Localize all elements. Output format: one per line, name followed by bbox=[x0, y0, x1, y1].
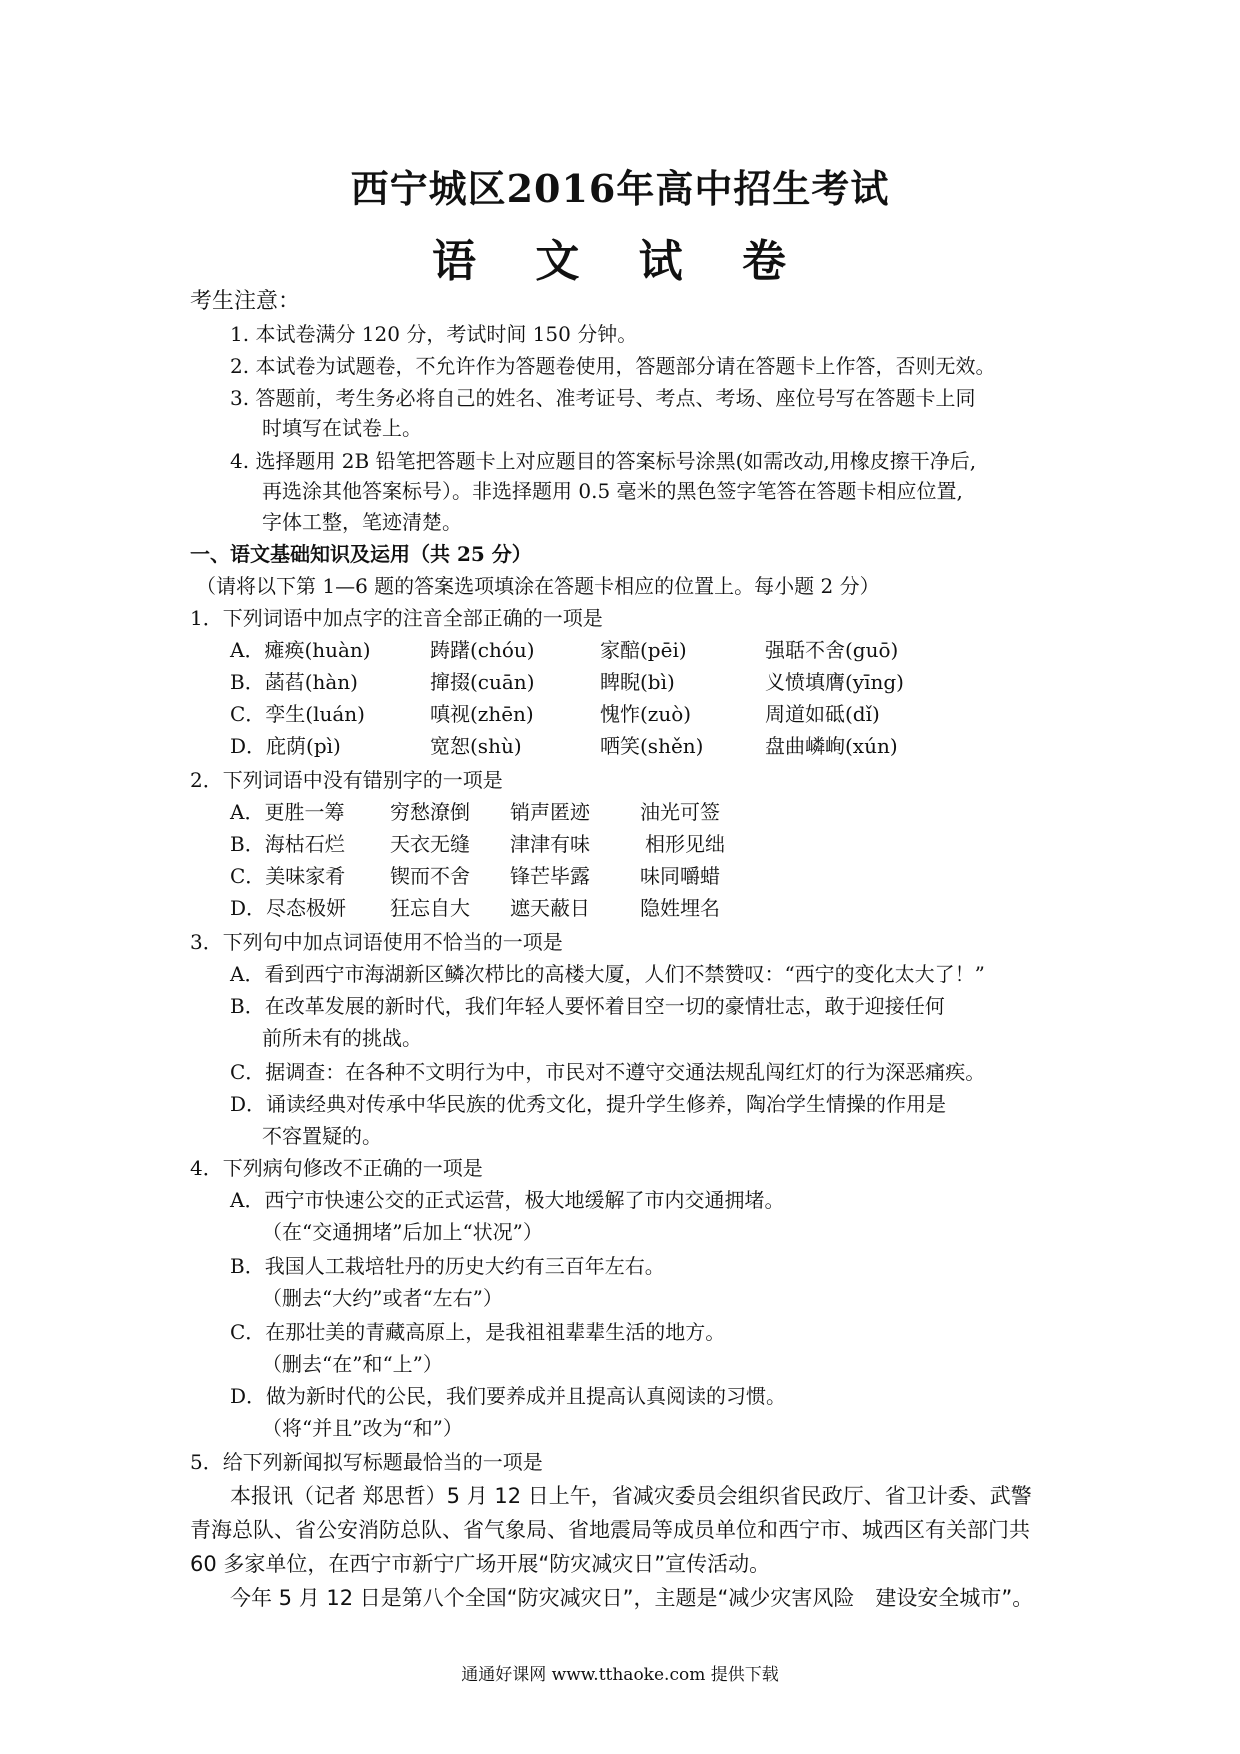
news-paragraph-line: 今年 5 月 12 日是第八个全国“防灾减灾日”，主题是“减少灾害风险 建设安全城市”。 bbox=[230, 1586, 1034, 1610]
option-note: （删去“大约”或者“左右”） bbox=[262, 1286, 503, 1310]
exam-title: 西宁城区2016年高中招生考试 bbox=[350, 166, 890, 211]
option-item: 天衣无缝 bbox=[390, 832, 470, 856]
option-item: 盘曲嶙峋(xún) bbox=[765, 734, 898, 758]
question-stem: 3．下列句中加点词语使用不恰当的一项是 bbox=[190, 930, 563, 954]
notice-item: 3. 答题前，考生务必将自己的姓名、准考证号、考点、考场、座位号写在答题卡上同 bbox=[230, 386, 976, 410]
notice-item: 再选涂其他答案标号）。非选择题用 0.5 毫米的黑色签字笔答在答题卡相应位置, bbox=[262, 479, 963, 503]
option-item: 睥睨(bì) bbox=[600, 670, 675, 694]
question-stem: 2．下列词语中没有错别字的一项是 bbox=[190, 768, 503, 792]
question-stem: 4．下列病句修改不正确的一项是 bbox=[190, 1156, 483, 1180]
option-item: 义愤填膺(yīng) bbox=[765, 670, 904, 694]
option-line: A．西宁市快速公交的正式运营，极大地缓解了市内交通拥堵。 bbox=[230, 1188, 785, 1212]
option-item: B．菡萏(hàn) bbox=[230, 670, 358, 694]
option-note: （在“交通拥堵”后加上“状况”） bbox=[262, 1220, 543, 1244]
news-paragraph-line: 本报讯（记者 郑思哲）5 月 12 日上午，省减灾委员会组织省民政厅、省卫计委、武警 bbox=[230, 1484, 1032, 1508]
option-item: C．美味家肴 bbox=[230, 864, 346, 888]
question-stem: 5．给下列新闻拟写标题最恰当的一项是 bbox=[190, 1450, 543, 1474]
footer-credit: 通通好课网 www.tthaoke.com 提供下载 bbox=[461, 1665, 779, 1685]
option-item: 周道如砥(dǐ) bbox=[765, 702, 880, 726]
option-item: 津津有味 bbox=[510, 832, 590, 856]
option-item: 家醅(pēi) bbox=[600, 638, 687, 662]
option-line: 前所未有的挑战。 bbox=[262, 1026, 422, 1050]
notice-item: 1. 本试卷满分 120 分，考试时间 150 分钟。 bbox=[230, 322, 638, 346]
option-note: （删去“在”和“上”） bbox=[262, 1352, 443, 1376]
option-item: 锲而不舍 bbox=[390, 864, 470, 888]
option-item: 相形见绌 bbox=[645, 832, 725, 856]
option-line: C．在那壮美的青藏高原上，是我祖祖辈辈生活的地方。 bbox=[230, 1320, 726, 1344]
option-item: 销声匿迹 bbox=[510, 800, 590, 824]
option-item: 隐姓埋名 bbox=[640, 896, 720, 920]
option-item: 踌躇(chóu) bbox=[430, 638, 535, 662]
option-item: B．海枯石烂 bbox=[230, 832, 345, 856]
option-item: 穷愁潦倒 bbox=[390, 800, 470, 824]
notice-item: 2. 本试卷为试题卷，不允许作为答题卷使用，答题部分请在答题卡上作答，否则无效。 bbox=[230, 354, 996, 378]
option-item: 锋芒毕露 bbox=[510, 864, 590, 888]
option-item: 宽恕(shù) bbox=[430, 734, 522, 758]
option-item: A．瘫痪(huàn) bbox=[230, 638, 371, 662]
option-item: 强聒不舍(guō) bbox=[765, 638, 899, 662]
option-item: D．尽态极妍 bbox=[230, 896, 347, 920]
option-item: 愧怍(zuò) bbox=[600, 702, 692, 726]
option-item: 撺掇(cuān) bbox=[430, 670, 535, 694]
news-paragraph-line: 60 多家单位，在西宁市新宁广场开展“防灾减灾日”宣传活动。 bbox=[190, 1552, 771, 1576]
news-paragraph-line: 青海总队、省公安消防总队、省气象局、省地震局等成员单位和西宁市、城西区有关部门共 bbox=[190, 1518, 1030, 1542]
option-line: C．据调查：在各种不文明行为中，市民对不遵守交通法规乱闯红灯的行为深恶痛疾。 bbox=[230, 1060, 986, 1084]
option-item: 狂忘自大 bbox=[390, 896, 470, 920]
question-stem: 1．下列词语中加点字的注音全部正确的一项是 bbox=[190, 606, 603, 630]
section-instruction: （请将以下第 1—6 题的答案选项填涂在答题卡相应的位置上。每小题 2 分） bbox=[196, 574, 880, 598]
option-line: D．做为新时代的公民，我们要养成并且提高认真阅读的习惯。 bbox=[230, 1384, 787, 1408]
option-line: A．看到西宁市海湖新区鳞次栉比的高楼大厦，人们不禁赞叹：“西宁的变化太大了！” bbox=[230, 962, 985, 986]
option-item: 味同嚼蜡 bbox=[640, 864, 720, 888]
option-item: A．更胜一筹 bbox=[230, 800, 345, 824]
option-item: 嗔视(zhēn) bbox=[430, 702, 534, 726]
option-note: （将“并且”改为“和”） bbox=[262, 1416, 463, 1440]
notice-item: 时填写在试卷上。 bbox=[262, 416, 422, 440]
notice-item: 4. 选择题用 2B 铅笔把答题卡上对应题目的答案标号涂黑(如需改动,用橡皮擦干净后, bbox=[230, 449, 977, 473]
option-item: 遮天蔽日 bbox=[510, 896, 590, 920]
option-item: D．庇荫(pì) bbox=[230, 734, 341, 758]
option-item: 哂笑(shěn) bbox=[600, 734, 704, 758]
option-line: D．诵读经典对传承中华民族的优秀文化，提升学生修养，陶冶学生情操的作用是 bbox=[230, 1092, 947, 1116]
option-line: 不容置疑的。 bbox=[262, 1124, 382, 1148]
notice-label: 考生注意： bbox=[190, 289, 301, 314]
exam-subtitle: 语 文 试 卷 bbox=[432, 236, 808, 287]
option-line: B．我国人工栽培牡丹的历史大约有三百年左右。 bbox=[230, 1254, 665, 1278]
option-item: 油光可签 bbox=[640, 800, 720, 824]
option-item: C．孪生(luán) bbox=[230, 702, 365, 726]
notice-item: 字体工整，笔迹清楚。 bbox=[262, 510, 462, 534]
section-title: 一、语文基础知识及运用（共 25 分） bbox=[190, 542, 532, 566]
option-line: B．在改革发展的新时代，我们年轻人要怀着目空一切的豪情壮志，敢于迎接任何 bbox=[230, 994, 945, 1018]
